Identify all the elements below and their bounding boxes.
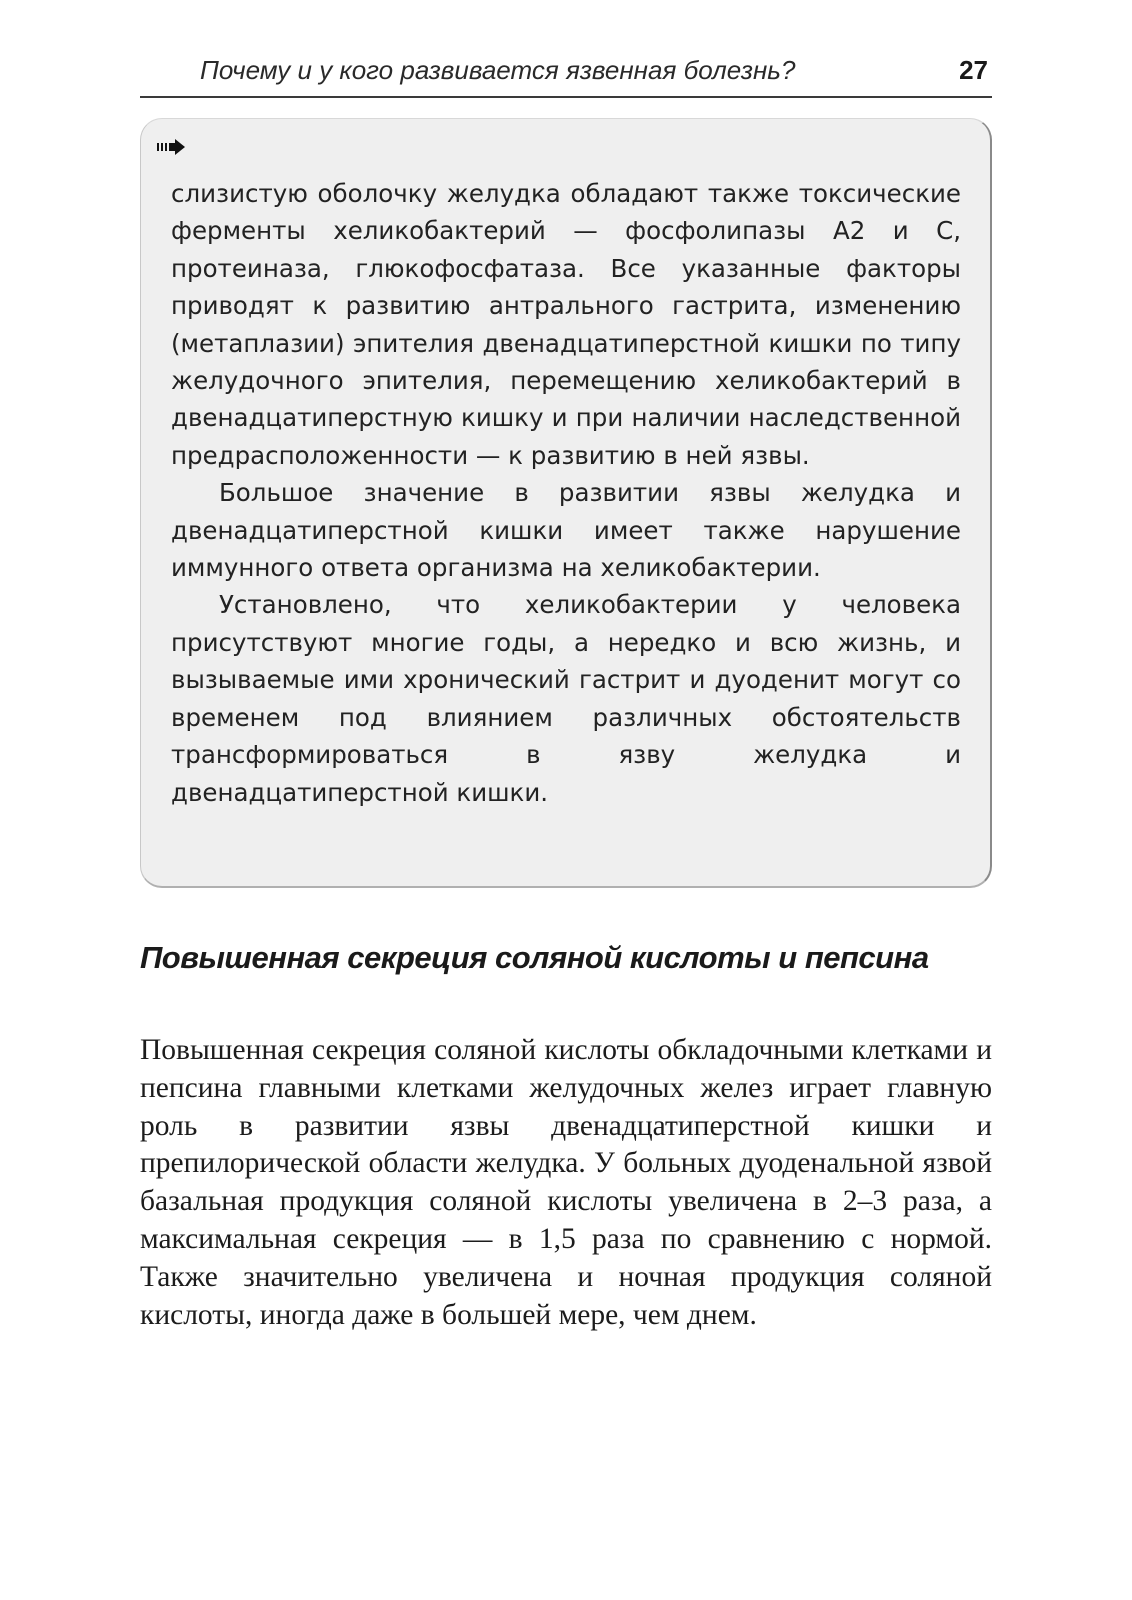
sidebar-text: [171, 175, 961, 811]
running-header: [140, 52, 992, 98]
arrow-right-icon: [157, 137, 187, 157]
section-heading: Повышенная секреция соляной кислоты и пепсина: [140, 940, 929, 975]
running-title: Почему и у кого развивается язвенная болезнь?: [200, 55, 796, 85]
sidebar-paragraph: Большое значение в развитии язвы желудка и двенадцатиперстной кишки имеет также нарушение иммунного ответа организма на хеликобактерии.: [171, 478, 961, 583]
sidebar-paragraph: слизистую оболочку желудка обладают также токсические ферменты хеликобактерий — фосфолипазы А2 и С, протеиназа, глюкофосфатаза. Все указанные факторы приводят к развитию антрального гастрита, изменению (метаплазии) эпителия двенадцатиперстной кишки по типу желудочного эпителия, перемещению хеликобактерий в двенадцатиперстную кишку и при наличии наследственной предрасположенности — к развитию в ней язвы.: [171, 179, 961, 470]
sidebar-box: [140, 118, 992, 888]
page-number: 27: [959, 55, 988, 85]
sidebar-paragraph: Установлено, что хеликобактерии у человека присутствуют многие годы, а нередко и всю жизнь, и вызываемые ими хронический гастрит и дуоденит могут со временем под влиянием различных обстоятельств трансформироваться в язву желудка и двенадцатиперстной кишки.: [171, 590, 961, 807]
body-paragraph: Повышенная секреция соляной кислоты обкладочными клетками и пепсина главными клетками желудочных желез играет главную роль в развитии язвы двенадцатиперстной кишки и препилорической области желудка. У больных дуоденальной язвой базальная продукция соляной кислоты увеличена в 2–3 раза, а максимальная секреция — в 1,5 раза по сравнению с нормой. Также значительно увеличена и ночная продукция соляной кислоты, иногда даже в большей мере, чем днем.: [140, 1034, 992, 1331]
body-text: [140, 1032, 992, 1334]
